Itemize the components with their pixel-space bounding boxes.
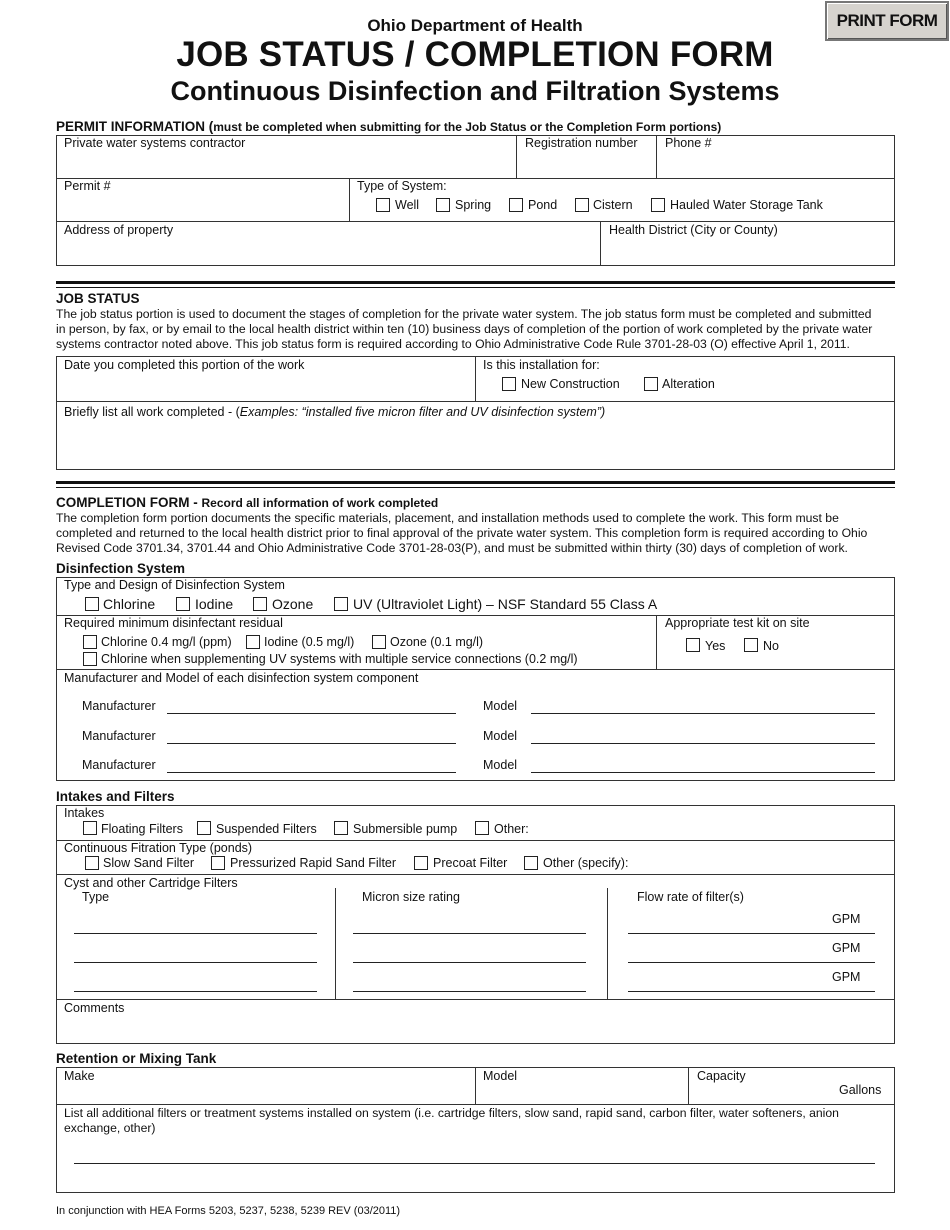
flow-column-header: Flow rate of filter(s) — [637, 890, 744, 904]
intake-other-checkbox[interactable] — [475, 821, 489, 835]
spring-checkbox[interactable] — [436, 198, 450, 212]
slow-sand-checkbox[interactable] — [85, 856, 99, 870]
permit-number-field[interactable]: Permit # — [64, 179, 111, 193]
cistern-checkbox[interactable] — [575, 198, 589, 212]
completion-description-1: The completion form portion documents the specific materials, placement, and installation methods used to complete the work. This form must be — [56, 511, 839, 525]
cistern-label: Cistern — [593, 198, 633, 212]
comments-field[interactable]: Comments — [64, 1001, 125, 1015]
capacity-field[interactable]: Capacity — [697, 1069, 746, 1083]
submersible-pump-label: Submersible pump — [353, 822, 458, 836]
additional-filters-label-1: List all additional filters or treatment systems installed on system (i.e. cartridge filters, slow sand, rapid sand, carbon filter, water softeners, anion — [64, 1106, 839, 1120]
chlorine-label: Chlorine — [103, 596, 156, 612]
ozone-residual-label: Ozone (0.1 mg/l) — [390, 635, 484, 649]
test-kit-yes-label: Yes — [705, 639, 726, 653]
print-form-button[interactable]: PRINT FORM — [825, 1, 949, 41]
spring-label: Spring — [455, 198, 492, 212]
ozone-label: Ozone — [272, 596, 314, 612]
model-label: Model — [483, 758, 518, 772]
gpm-unit: GPM — [832, 941, 861, 955]
filtration-other-checkbox[interactable] — [524, 856, 538, 870]
chlorine-residual-checkbox[interactable] — [83, 635, 97, 649]
phone-field[interactable]: Phone # — [665, 136, 712, 150]
disinfection-heading: Disinfection System — [56, 561, 186, 576]
pond-label: Pond — [528, 198, 558, 212]
completion-description-3: Revised Code 3701.34, 3701.44 and Ohio Administrative Code 3701-28-03(P), and must be submitted within thirty (30) days of completion of work. — [56, 541, 848, 555]
type-column-header: Type — [82, 890, 110, 904]
intake-other-label: Other: — [494, 822, 529, 836]
iodine-residual-label: Iodine (0.5 mg/l) — [264, 635, 355, 649]
suspended-filters-checkbox[interactable] — [197, 821, 211, 835]
retention-heading: Retention or Mixing Tank — [56, 1051, 217, 1066]
micron-input[interactable] — [353, 991, 586, 992]
filter-type-input[interactable] — [74, 933, 317, 934]
test-kit-no-checkbox[interactable] — [744, 638, 758, 652]
pond-checkbox[interactable] — [509, 198, 523, 212]
well-label: Well — [395, 198, 420, 212]
job-status-description-3: systems contractor noted above. This job status form is required according to Ohio Administrative Code Rule 3701-28-03 (O) effective April 1, 2011. — [56, 337, 850, 351]
model-input[interactable] — [531, 772, 875, 773]
filter-type-input[interactable] — [74, 962, 317, 963]
filtration-other-label: Other (specify): — [543, 856, 629, 870]
components-label: Manufacturer and Model of each disinfection system component — [64, 671, 419, 685]
manufacturer-label: Manufacturer — [82, 699, 156, 713]
uv-label: UV (Ultraviolet Light) – NSF Standard 55 Class A — [353, 596, 658, 612]
well-checkbox[interactable] — [376, 198, 390, 212]
disinfection-type-label: Type and Design of Disinfection System — [64, 578, 285, 592]
gallons-unit: Gallons — [839, 1083, 882, 1097]
manufacturer-input[interactable] — [167, 713, 456, 714]
hauled-water-label: Hauled Water Storage Tank — [670, 198, 823, 212]
ozone-checkbox[interactable] — [253, 597, 267, 611]
filter-type-input[interactable] — [74, 991, 317, 992]
completion-heading — [56, 495, 438, 510]
iodine-label: Iodine — [195, 596, 234, 612]
ozone-residual-checkbox[interactable] — [372, 635, 386, 649]
chlorine-checkbox[interactable] — [85, 597, 99, 611]
alteration-label: Alteration — [662, 377, 715, 391]
residual-label: Required minimum disinfectant residual — [64, 616, 283, 630]
model-label: Model — [483, 729, 518, 743]
permit-heading — [56, 119, 721, 134]
footer-note: In conjunction with HEA Forms 5203, 5237, 5238, 5239 REV (03/2011) — [56, 1205, 401, 1217]
alteration-checkbox[interactable] — [644, 377, 658, 391]
section-divider — [56, 281, 895, 284]
uv-checkbox[interactable] — [334, 597, 348, 611]
new-construction-checkbox[interactable] — [502, 377, 516, 391]
form-title: JOB STATUS / COMPLETION FORM — [176, 35, 774, 74]
iodine-residual-checkbox[interactable] — [246, 635, 260, 649]
chlorine-residual-label: Chlorine 0.4 mg/l (ppm) — [101, 635, 232, 649]
gpm-unit: GPM — [832, 912, 861, 926]
model-label: Model — [483, 699, 518, 713]
rapid-sand-label: Pressurized Rapid Sand Filter — [230, 856, 397, 870]
micron-input[interactable] — [353, 933, 586, 934]
test-kit-no-label: No — [763, 639, 779, 653]
job-status-description-1: The job status portion is used to document the stages of completion for the private water system. The job status form must be completed and submitted — [56, 307, 872, 321]
manufacturer-input[interactable] — [167, 772, 456, 773]
rapid-sand-checkbox[interactable] — [211, 856, 225, 870]
cartridge-label: Cyst and other Cartridge Filters — [64, 876, 238, 890]
flow-rate-input[interactable] — [628, 991, 875, 992]
intakes-heading: Intakes and Filters — [56, 789, 175, 804]
system-type-label: Type of System: — [357, 179, 447, 193]
registration-field[interactable]: Registration number — [525, 136, 638, 150]
completion-heading-note: Record all information of work completed — [201, 496, 439, 510]
health-district-field[interactable]: Health District (City or County) — [609, 223, 778, 237]
completion-description-2: completed and returned to the local health district prior to final approval of the private water system. This completion form is required according to Ohio — [56, 526, 868, 540]
manufacturer-input[interactable] — [167, 743, 456, 744]
slow-sand-label: Slow Sand Filter — [103, 856, 195, 870]
make-field[interactable]: Make — [64, 1069, 95, 1083]
manufacturer-label: Manufacturer — [82, 729, 156, 743]
model-input[interactable] — [531, 713, 875, 714]
job-status-description-2: in person, by fax, or by email to the local health district within ten (10) business days of completion of the portion of work completed by the private water — [56, 322, 873, 336]
suspended-filters-label: Suspended Filters — [216, 822, 317, 836]
floating-filters-label: Floating Filters — [101, 822, 183, 836]
chlorine-uv-residual-label: Chlorine when supplementing UV systems with multiple service connections (0.2 mg/l) — [101, 652, 578, 666]
hauled-water-checkbox[interactable] — [651, 198, 665, 212]
tank-model-field[interactable]: Model — [483, 1069, 518, 1083]
address-field[interactable]: Address of property — [64, 223, 174, 237]
flow-rate-input[interactable] — [628, 933, 875, 934]
test-kit-yes-checkbox[interactable] — [686, 638, 700, 652]
manufacturer-label: Manufacturer — [82, 758, 156, 772]
test-kit-label: Appropriate test kit on site — [665, 616, 810, 630]
gpm-unit: GPM — [832, 970, 861, 984]
work-completed-example: Examples: “installed five micron filter and UV disinfection system”) — [239, 405, 606, 419]
installation-label: Is this installation for: — [483, 358, 600, 372]
filtration-label: Continuous Fitration Type (ponds) — [64, 841, 253, 855]
contractor-field[interactable]: Private water systems contractor — [64, 136, 246, 150]
job-status-heading: JOB STATUS — [56, 291, 140, 306]
micron-column-header: Micron size rating — [362, 890, 460, 904]
submersible-pump-checkbox[interactable] — [334, 821, 348, 835]
work-completed-label: Briefly list all work completed - ( — [64, 405, 240, 419]
precoat-filter-label: Precoat Filter — [433, 856, 508, 870]
floating-filters-checkbox[interactable] — [83, 821, 97, 835]
completion-heading-text: COMPLETION FORM - — [56, 495, 202, 510]
permit-heading-text: PERMIT INFORMATION ( — [56, 119, 214, 134]
precoat-filter-checkbox[interactable] — [414, 856, 428, 870]
chlorine-uv-residual-checkbox[interactable] — [83, 652, 97, 666]
additional-filters-label-2: exchange, other) — [64, 1121, 156, 1135]
intakes-label: Intakes — [64, 806, 105, 820]
model-input[interactable] — [531, 743, 875, 744]
iodine-checkbox[interactable] — [176, 597, 190, 611]
new-construction-label: New Construction — [521, 377, 620, 391]
agency-name: Ohio Department of Health — [367, 16, 583, 35]
form-subtitle: Continuous Disinfection and Filtration Systems — [170, 76, 780, 106]
micron-input[interactable] — [353, 962, 586, 963]
work-completed-field[interactable] — [64, 405, 605, 419]
permit-heading-note: must be completed when submitting for the Job Status or the Completion Form portions) — [213, 120, 722, 134]
flow-rate-input[interactable] — [628, 962, 875, 963]
date-completed-field[interactable]: Date you completed this portion of the work — [64, 358, 305, 372]
additional-filters-input[interactable] — [74, 1163, 875, 1164]
